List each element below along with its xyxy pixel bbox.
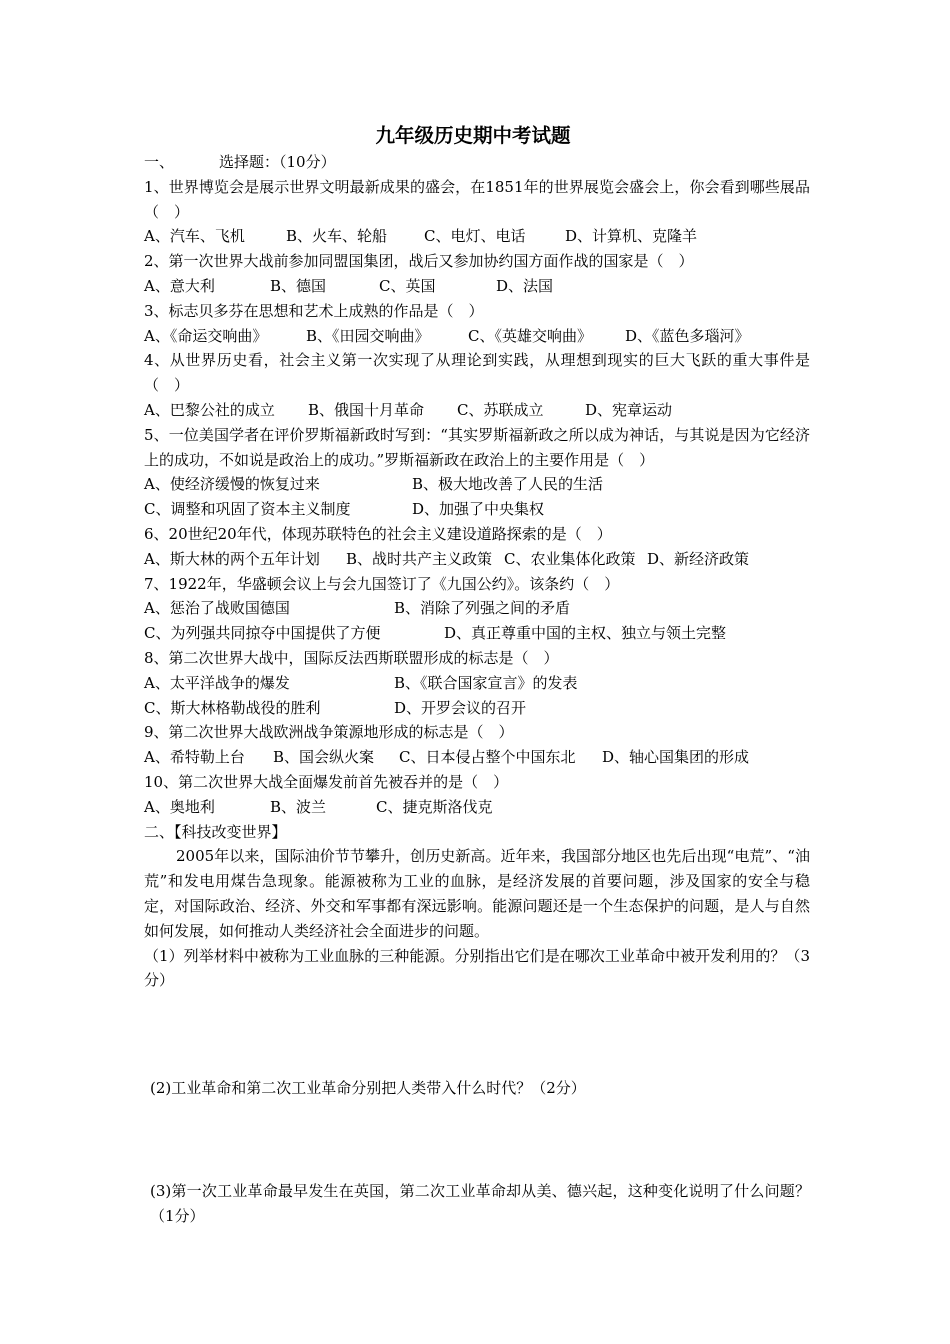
question-3-options (144, 324, 810, 349)
option: B、《田园交响曲》 (306, 326, 430, 345)
question-10-options (144, 795, 810, 820)
option: B、消除了列强之间的矛盾 (394, 599, 571, 618)
question-4-options (144, 398, 810, 423)
option: C、农业集体化政策 (504, 549, 636, 568)
option: C、《英雄交响曲》 (468, 326, 592, 345)
section2-question-3: (3)第一次工业革命最早发生在英国，第二次工业革命却从美、德兴起，这种变化说明了什么问题？（1分） (150, 1181, 810, 1225)
option: C、日本侵占整个中国东北 (399, 748, 576, 767)
question-7-stem: 7、1922年，华盛顿会议上与会九国签订了《九国公约》。该条约（ ） (144, 574, 620, 593)
option: C、调整和巩固了资本主义制度 (144, 500, 351, 519)
section2-heading: 二、【科技改变世界】 (144, 822, 287, 841)
option: A、奥地利 (144, 797, 215, 816)
section2-question-2: (2)工业革命和第二次工业革命分别把人类带入什么时代？（2分） (150, 1079, 586, 1098)
section1-number: 一、 (144, 153, 175, 171)
exam-title: 九年级历史期中考试题 (375, 124, 571, 147)
question-8-options-row2 (144, 696, 810, 721)
exam-page (144, 122, 810, 1228)
option: B、俄国十月革命 (308, 400, 425, 419)
question-4-stem: 4、从世界历史看，社会主义第一次实现了从理论到实践，从理想到现实的巨大飞跃的重大事件是（ ） (144, 351, 810, 395)
option: D、宪章运动 (585, 400, 673, 419)
option: A、希特勒上台 (144, 748, 245, 767)
option: C、为列强共同掠夺中国提供了方便 (144, 624, 381, 643)
option: D、法国 (496, 276, 554, 295)
option: B、国会纵火案 (273, 748, 375, 767)
question-9-options (144, 745, 810, 770)
option: D、开罗会议的召开 (394, 698, 527, 717)
option: D、轴心国集团的形成 (602, 748, 750, 767)
option: B、极大地改善了人民的生活 (412, 475, 604, 494)
question-3-stem: 3、标志贝多芬在思想和艺术上成熟的作品是（ ） (144, 301, 484, 320)
option: C、斯大林格勒战役的胜利 (144, 698, 321, 717)
option: A、《命运交响曲》 (144, 326, 268, 345)
option: C、捷克斯洛伐克 (376, 797, 493, 816)
question-1-options (144, 224, 810, 249)
question-6-stem: 6、20世纪20年代，体现苏联特色的社会主义建设道路探索的是（ ） (144, 524, 612, 543)
option: D、真正尊重中国的主权、独立与领土完整 (444, 624, 727, 643)
section1-title: 选择题：（10分） (219, 153, 336, 171)
option: D、《蓝色多瑙河》 (625, 326, 750, 345)
option: A、使经济缓慢的恢复过来 (144, 475, 320, 494)
option: A、惩治了战败国德国 (144, 599, 290, 618)
option: B、火车、轮船 (286, 227, 388, 246)
option: B、波兰 (270, 797, 327, 816)
question-10-stem: 10、第二次世界大战全面爆发前首先被吞并的是（ ） (144, 772, 509, 791)
question-2-stem: 2、第一次世界大战前参加同盟国集团，战后又参加协约国方面作战的国家是（ ） (144, 252, 694, 271)
question-5-options-row1 (144, 472, 810, 497)
option: D、计算机、克隆羊 (565, 227, 698, 246)
question-6-options (144, 547, 810, 572)
question-5-stem: 5、一位美国学者在评价罗斯福新政时写到：“其实罗斯福新政之所以成为神话，与其说是因为它经济上的成功，不如说是政治上的成功。”罗斯福新政在政治上的主要作用是（ ） (144, 425, 810, 469)
answer-space-2 (144, 1101, 810, 1179)
option: D、加强了中央集权 (412, 500, 545, 519)
option: A、巴黎公社的成立 (144, 400, 275, 419)
question-8-options-row1 (144, 671, 810, 696)
section2-passage: 2005年以来，国际油价节节攀升，创历史新高。近年来，我国部分地区也先后出现“电荒”、“油荒”和发电用煤告急现象。能源被称为工业的血脉，是经济发展的首要问题，涉及国家的安全与稳定，对国际政治、经济、外交和军事都有深远影响。能源问题还是一个生态保护的问题，是人与自然如何发展，如何推动人类经济社会全面进步的问题。 (144, 847, 810, 940)
option: D、新经济政策 (647, 549, 750, 568)
answer-space-1 (144, 993, 810, 1076)
section2-question-1: （1）列举材料中被称为工业血脉的三种能源。分别指出它们是在哪次工业革命中被开发利用的？（3分） (144, 946, 810, 990)
option: C、电灯、电话 (424, 227, 526, 246)
option: A、斯大林的两个五年计划 (144, 549, 320, 568)
option: C、苏联成立 (457, 400, 544, 419)
question-5-options-row2 (144, 497, 810, 522)
option: A、意大利 (144, 276, 215, 295)
question-7-options-row1 (144, 596, 810, 621)
question-7-options-row2 (144, 621, 810, 646)
question-8-stem: 8、第二次世界大战中，国际反法西斯联盟形成的标志是（ ） (144, 648, 559, 667)
option: C、英国 (379, 276, 436, 295)
option: A、汽车、飞机 (144, 227, 245, 246)
option: A、太平洋战争的爆发 (144, 673, 290, 692)
option: B、德国 (270, 276, 327, 295)
question-1-stem: 1、世界博览会是展示世界文明最新成果的盛会，在1851年的世界展览会盛会上，你会看到哪些展品（ ） (144, 177, 810, 221)
option: B、《联合国家宣言》的发表 (394, 673, 578, 692)
question-9-stem: 9、第二次世界大战欧洲战争策源地形成的标志是（ ） (144, 723, 514, 742)
option: B、战时共产主义政策 (346, 549, 493, 568)
question-2-options (144, 274, 810, 299)
section1-heading (144, 150, 810, 175)
